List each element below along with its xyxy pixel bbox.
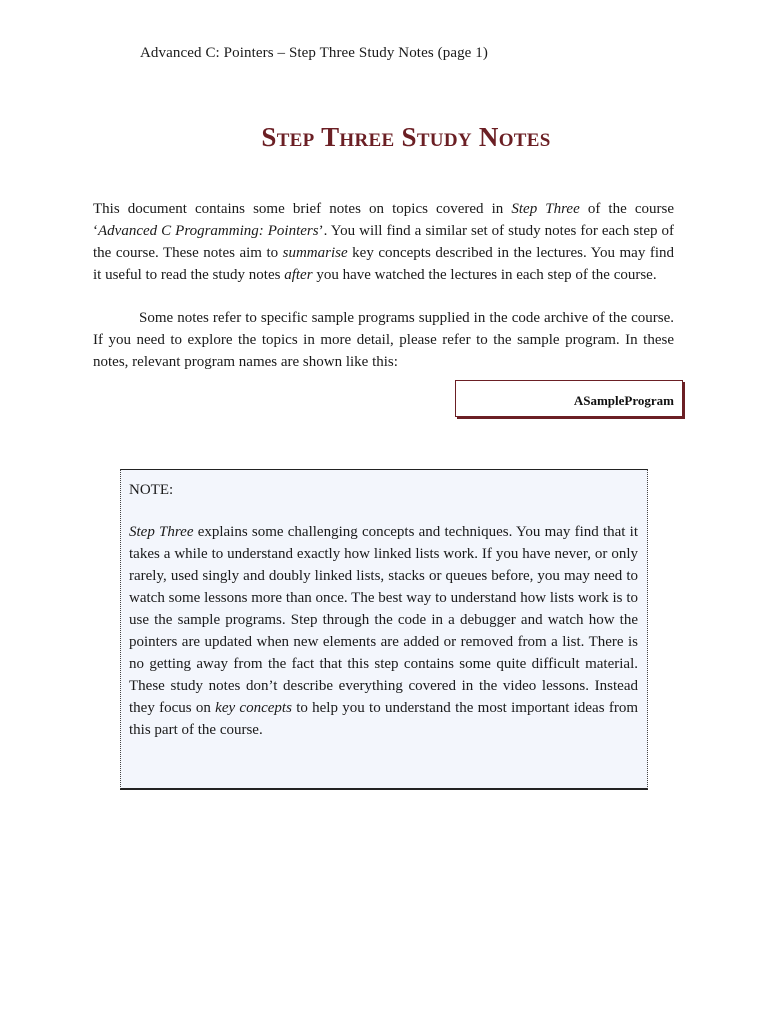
running-header: Advanced C: Pointers – Step Three Study Notes (page 1)	[140, 45, 488, 61]
note-heading: NOTE:	[129, 482, 174, 498]
page-title: Step Three Study Notes	[261, 122, 551, 152]
intro-emphasis: summarise	[282, 245, 348, 261]
intro-paragraph-2: Some notes refer to specific sample programs supplied in the code archive of the course. If you need to explore the topics in more detail, please refer to the sample program. In these notes, relevant program names are shown like this:	[93, 310, 674, 370]
intro-text: you have watched the lectures in each step of the course.	[312, 267, 657, 283]
note-emphasis: Step Three	[129, 524, 194, 540]
intro-text: This document contains some brief notes on topics covered in	[93, 201, 512, 217]
note-text: to help you to understand the most important ideas from this part of the course.	[129, 700, 638, 738]
intro-paragraph-1	[93, 198, 674, 286]
intro-text: key concepts described in the lectures. You may find it useful to read the study notes	[93, 245, 674, 283]
intro-text: ’. You will find a similar set of study notes for each step of the course. These notes aim to	[93, 223, 674, 261]
sample-program-box	[455, 380, 683, 417]
note-body	[129, 521, 638, 741]
course-name: Advanced C Programming: Pointers	[98, 223, 319, 239]
note-text: explains some challenging concepts and techniques. You may find that it takes a while to understand exactly how linked lists work. If you have never, or only rarely, used singly and doubly linked lists, stacks or queues before, you may need to watch some lessons more than once. The best way to understand how lists work is to use the sample programs. Step through the code in a debugger and watch how the pointers are updated when new elements are added or removed from a list. There is no getting away from the fact that this step contains some quite difficult material. These study notes don’t describe everything covered in the video lessons. Instead they focus on	[129, 524, 639, 716]
note-emphasis: key concepts	[215, 700, 292, 716]
note-box	[120, 469, 648, 789]
sample-program-label: ASampleProgram	[573, 393, 674, 408]
intro-emphasis: after	[284, 267, 313, 283]
intro-emphasis: Step Three	[511, 201, 580, 217]
intro-text: of the course ‘	[93, 201, 675, 239]
